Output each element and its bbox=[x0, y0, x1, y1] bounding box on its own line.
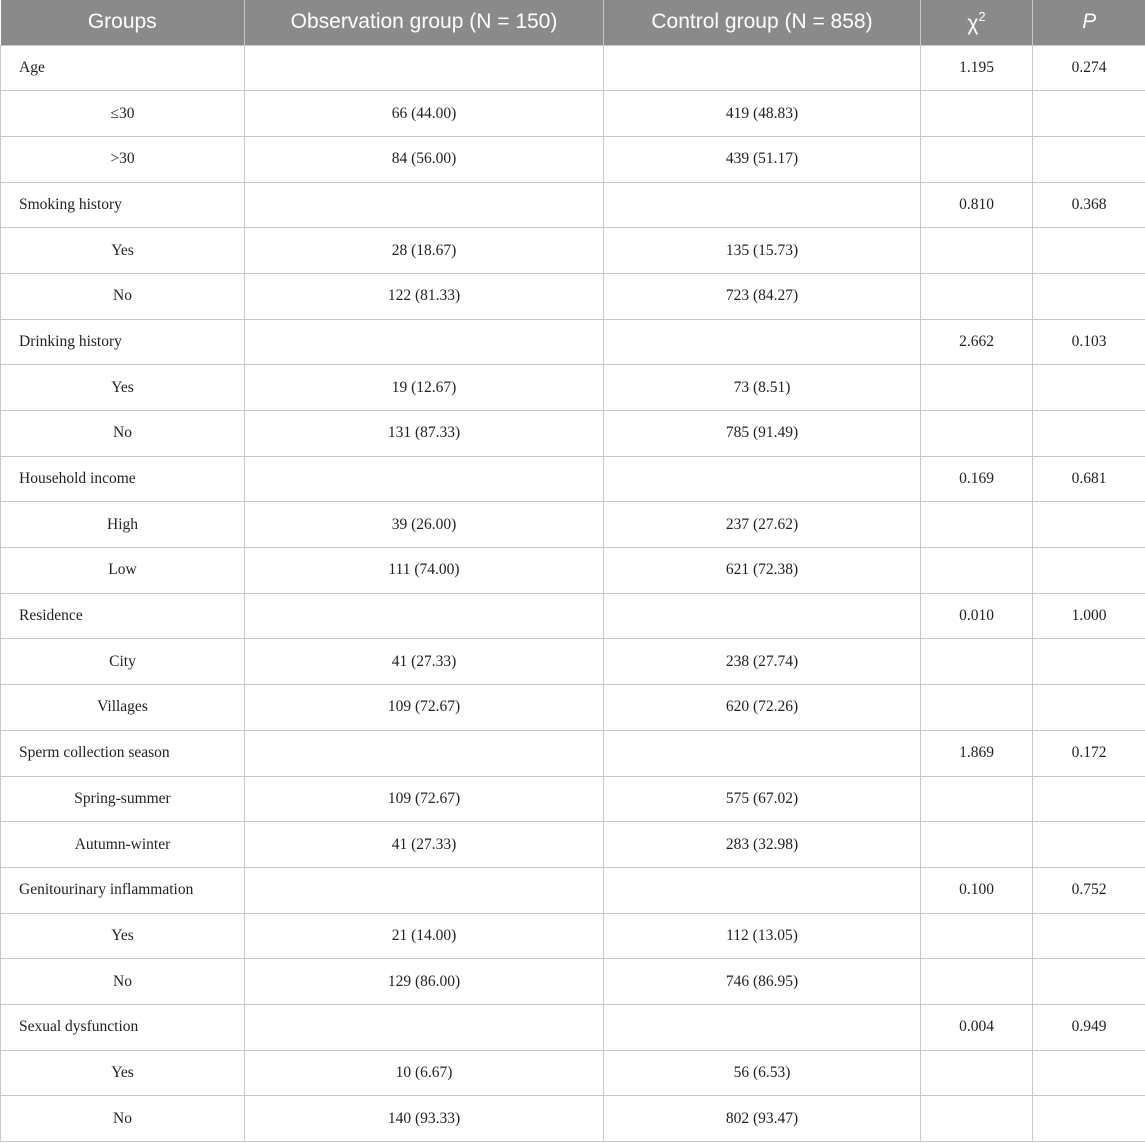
observation-value: 66 (44.00) bbox=[245, 91, 604, 137]
table-row-subgroup bbox=[1, 228, 1145, 274]
p-value bbox=[1033, 639, 1145, 685]
row-label: No bbox=[1, 273, 245, 319]
chi-square-value: 0.100 bbox=[921, 867, 1033, 913]
p-value bbox=[1033, 1050, 1145, 1096]
header-control-group: Control group (N = 858) bbox=[604, 0, 921, 45]
row-label: Sexual dysfunction bbox=[1, 1004, 245, 1050]
p-value bbox=[1033, 91, 1145, 137]
control-value: 135 (15.73) bbox=[604, 228, 921, 274]
chi-square-value bbox=[921, 959, 1033, 1005]
p-value bbox=[1033, 273, 1145, 319]
row-label: City bbox=[1, 639, 245, 685]
chi-square-value bbox=[921, 502, 1033, 548]
control-value bbox=[604, 45, 921, 91]
p-value bbox=[1033, 959, 1145, 1005]
p-value bbox=[1033, 913, 1145, 959]
observation-value: 39 (26.00) bbox=[245, 502, 604, 548]
row-label: Residence bbox=[1, 593, 245, 639]
table-row-subgroup bbox=[1, 136, 1145, 182]
table-row-category bbox=[1, 867, 1145, 913]
chi-square-value: 1.195 bbox=[921, 45, 1033, 91]
observation-value: 28 (18.67) bbox=[245, 228, 604, 274]
p-value bbox=[1033, 411, 1145, 457]
row-label: Yes bbox=[1, 1050, 245, 1096]
p-value: 0.949 bbox=[1033, 1004, 1145, 1050]
observation-value: 41 (27.33) bbox=[245, 639, 604, 685]
row-label: Yes bbox=[1, 365, 245, 411]
control-value bbox=[604, 319, 921, 365]
chi-square-value bbox=[921, 776, 1033, 822]
control-value: 238 (27.74) bbox=[604, 639, 921, 685]
table-row-category bbox=[1, 456, 1145, 502]
header-p-value: P bbox=[1033, 0, 1145, 45]
control-value bbox=[604, 182, 921, 228]
row-label: High bbox=[1, 502, 245, 548]
chi-square-value bbox=[921, 228, 1033, 274]
observation-value: 10 (6.67) bbox=[245, 1050, 604, 1096]
observation-value: 122 (81.33) bbox=[245, 273, 604, 319]
chi-square-value bbox=[921, 685, 1033, 731]
row-label: Low bbox=[1, 548, 245, 594]
control-value bbox=[604, 867, 921, 913]
control-value: 419 (48.83) bbox=[604, 91, 921, 137]
control-value: 56 (6.53) bbox=[604, 1050, 921, 1096]
row-label: >30 bbox=[1, 136, 245, 182]
control-value: 723 (84.27) bbox=[604, 273, 921, 319]
table-row-subgroup bbox=[1, 639, 1145, 685]
p-value bbox=[1033, 365, 1145, 411]
table-body bbox=[1, 45, 1145, 1142]
table-row-subgroup bbox=[1, 91, 1145, 137]
p-value bbox=[1033, 1096, 1145, 1142]
header-chi-square bbox=[921, 0, 1033, 45]
chi-superscript: 2 bbox=[978, 8, 986, 24]
row-label: Drinking history bbox=[1, 319, 245, 365]
chi-square-value bbox=[921, 136, 1033, 182]
control-value: 575 (67.02) bbox=[604, 776, 921, 822]
p-value bbox=[1033, 502, 1145, 548]
row-label: Autumn-winter bbox=[1, 822, 245, 868]
observation-value bbox=[245, 730, 604, 776]
chi-square-value bbox=[921, 411, 1033, 457]
p-value bbox=[1033, 136, 1145, 182]
table-row-subgroup bbox=[1, 959, 1145, 1005]
observation-value bbox=[245, 593, 604, 639]
control-value bbox=[604, 730, 921, 776]
row-label: ≤30 bbox=[1, 91, 245, 137]
row-label: Yes bbox=[1, 228, 245, 274]
table-row-subgroup bbox=[1, 411, 1145, 457]
observation-value: 109 (72.67) bbox=[245, 685, 604, 731]
table-row-subgroup bbox=[1, 685, 1145, 731]
observation-value: 41 (27.33) bbox=[245, 822, 604, 868]
p-value: 0.274 bbox=[1033, 45, 1145, 91]
p-value: 0.103 bbox=[1033, 319, 1145, 365]
observation-value: 109 (72.67) bbox=[245, 776, 604, 822]
control-value bbox=[604, 593, 921, 639]
p-value bbox=[1033, 776, 1145, 822]
observation-value: 19 (12.67) bbox=[245, 365, 604, 411]
observation-value: 111 (74.00) bbox=[245, 548, 604, 594]
table-row-category bbox=[1, 319, 1145, 365]
chi-square-value bbox=[921, 913, 1033, 959]
control-value bbox=[604, 456, 921, 502]
table-row-subgroup bbox=[1, 273, 1145, 319]
chi-square-value: 0.810 bbox=[921, 182, 1033, 228]
header-groups: Groups bbox=[87, 10, 157, 34]
table-row-category bbox=[1, 1004, 1145, 1050]
chi-square-value bbox=[921, 1096, 1033, 1142]
observation-value bbox=[245, 1004, 604, 1050]
p-value: 0.368 bbox=[1033, 182, 1145, 228]
observation-value bbox=[245, 45, 604, 91]
table-row-category bbox=[1, 182, 1145, 228]
observation-value bbox=[245, 182, 604, 228]
chi-square-value: 2.662 bbox=[921, 319, 1033, 365]
row-label: Spring-summer bbox=[1, 776, 245, 822]
table-row-category bbox=[1, 593, 1145, 639]
header-row bbox=[1, 0, 1145, 45]
table-row-subgroup bbox=[1, 1050, 1145, 1096]
p-value bbox=[1033, 685, 1145, 731]
p-value bbox=[1033, 548, 1145, 594]
row-label: Smoking history bbox=[1, 182, 245, 228]
table-row-subgroup bbox=[1, 822, 1145, 868]
control-value: 237 (27.62) bbox=[604, 502, 921, 548]
table-header bbox=[1, 0, 1145, 45]
observation-value bbox=[245, 867, 604, 913]
row-label: Genitourinary inflammation bbox=[1, 867, 245, 913]
p-value: 0.752 bbox=[1033, 867, 1145, 913]
observation-value: 21 (14.00) bbox=[245, 913, 604, 959]
row-label: No bbox=[1, 411, 245, 457]
chi-square-value bbox=[921, 639, 1033, 685]
control-value: 73 (8.51) bbox=[604, 365, 921, 411]
chi-square-value bbox=[921, 91, 1033, 137]
table-row-subgroup bbox=[1, 548, 1145, 594]
p-value: 0.172 bbox=[1033, 730, 1145, 776]
row-label: Villages bbox=[1, 685, 245, 731]
control-value: 785 (91.49) bbox=[604, 411, 921, 457]
chi-symbol: χ bbox=[967, 11, 979, 35]
control-value: 620 (72.26) bbox=[604, 685, 921, 731]
p-value bbox=[1033, 822, 1145, 868]
p-value: 0.681 bbox=[1033, 456, 1145, 502]
observation-value: 140 (93.33) bbox=[245, 1096, 604, 1142]
table-row-subgroup bbox=[1, 1096, 1145, 1142]
chi-square-value bbox=[921, 273, 1033, 319]
row-label: Yes bbox=[1, 913, 245, 959]
observation-value bbox=[245, 456, 604, 502]
observation-value: 84 (56.00) bbox=[245, 136, 604, 182]
control-value: 802 (93.47) bbox=[604, 1096, 921, 1142]
chi-square-value: 0.169 bbox=[921, 456, 1033, 502]
chi-square-value: 0.004 bbox=[921, 1004, 1033, 1050]
table-row-category bbox=[1, 45, 1145, 91]
header-observation-group: Observation group (N = 150) bbox=[245, 0, 604, 45]
table-row-subgroup bbox=[1, 913, 1145, 959]
row-label: Age bbox=[1, 45, 245, 91]
p-value: 1.000 bbox=[1033, 593, 1145, 639]
chi-square-value bbox=[921, 365, 1033, 411]
row-label: No bbox=[1, 1096, 245, 1142]
control-value bbox=[604, 1004, 921, 1050]
table-row-category bbox=[1, 730, 1145, 776]
chi-square-value bbox=[921, 548, 1033, 594]
chi-square-value bbox=[921, 1050, 1033, 1096]
chi-square-value: 1.869 bbox=[921, 730, 1033, 776]
observation-value: 129 (86.00) bbox=[245, 959, 604, 1005]
table-row-subgroup bbox=[1, 776, 1145, 822]
chi-square-value: 0.010 bbox=[921, 593, 1033, 639]
control-value: 439 (51.17) bbox=[604, 136, 921, 182]
row-label: Household income bbox=[1, 456, 245, 502]
observation-value: 131 (87.33) bbox=[245, 411, 604, 457]
table-row-subgroup bbox=[1, 502, 1145, 548]
observation-value bbox=[245, 319, 604, 365]
p-value bbox=[1033, 228, 1145, 274]
chi-square-value bbox=[921, 822, 1033, 868]
row-label: Sperm collection season bbox=[1, 730, 245, 776]
control-value: 283 (32.98) bbox=[604, 822, 921, 868]
control-value: 746 (86.95) bbox=[604, 959, 921, 1005]
row-label: No bbox=[1, 959, 245, 1005]
control-value: 112 (13.05) bbox=[604, 913, 921, 959]
control-value: 621 (72.38) bbox=[604, 548, 921, 594]
table-row-subgroup bbox=[1, 365, 1145, 411]
